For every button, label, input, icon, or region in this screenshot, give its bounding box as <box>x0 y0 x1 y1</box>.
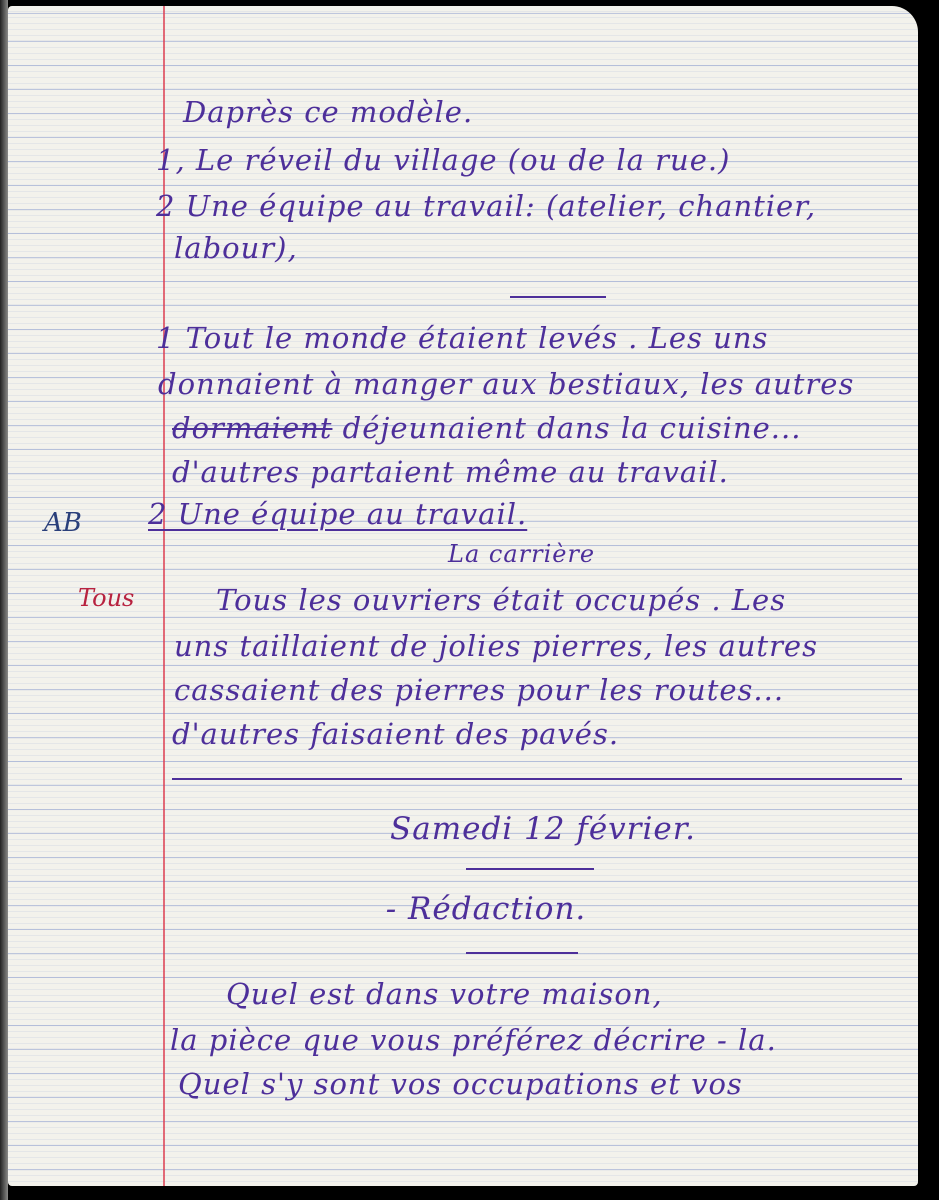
essay-line-2: la pièce que vous préférez décrire - la. <box>170 1023 777 1057</box>
exercise-line-1: 1, Le réveil du village (ou de la rue.) <box>156 143 731 177</box>
answer-1-line-3-text: déjeunaient dans la cuisine... <box>342 411 802 445</box>
answer-2-line-4: d'autres faisaient des pavés. <box>172 717 620 751</box>
exercise-line-2: 2 Une équipe au travail: (atelier, chantier, <box>156 189 817 223</box>
answer-1-line-1: 1 Tout le monde étaient levés . Les uns <box>156 321 769 355</box>
section-rule <box>510 296 606 298</box>
separator-line <box>172 778 902 780</box>
date-heading: Samedi 12 février. <box>389 811 697 847</box>
essay-heading: - Rédaction. <box>385 891 587 927</box>
margin-line <box>163 6 165 1186</box>
answer-1-line-2: donnaient à manger aux bestiaux, les autres <box>158 367 855 401</box>
notebook-page <box>8 6 918 1186</box>
crossed-out-word: dormaient <box>172 411 333 445</box>
heading-model: Daprès ce modèle. <box>183 95 474 129</box>
answer-2-line-2: uns taillaient de jolies pierres, les autres <box>174 629 818 663</box>
notebook-binding <box>0 0 8 1200</box>
answer-1-line-4: d'autres partaient même au travail. <box>172 455 729 489</box>
correction-note: Tous <box>78 584 135 612</box>
answer-2-line-3: cassaient des pierres pour les routes... <box>174 673 785 707</box>
subtitle-quarry: La carrière <box>448 540 596 568</box>
answer-2-title: 2 Une équipe au travail. <box>148 497 528 531</box>
teacher-initials: AB <box>44 508 82 538</box>
essay-line-1: Quel est dans votre maison, <box>226 977 663 1011</box>
essay-line-3: Quel s'y sont vos occupations et vos <box>178 1067 743 1101</box>
answer-1-line-3 <box>172 411 802 445</box>
date-rule <box>466 868 594 870</box>
essay-rule <box>466 952 578 954</box>
answer-2-line-1: Tous les ouvriers était occupés . Les <box>216 583 787 617</box>
exercise-line-3: labour), <box>174 231 298 265</box>
